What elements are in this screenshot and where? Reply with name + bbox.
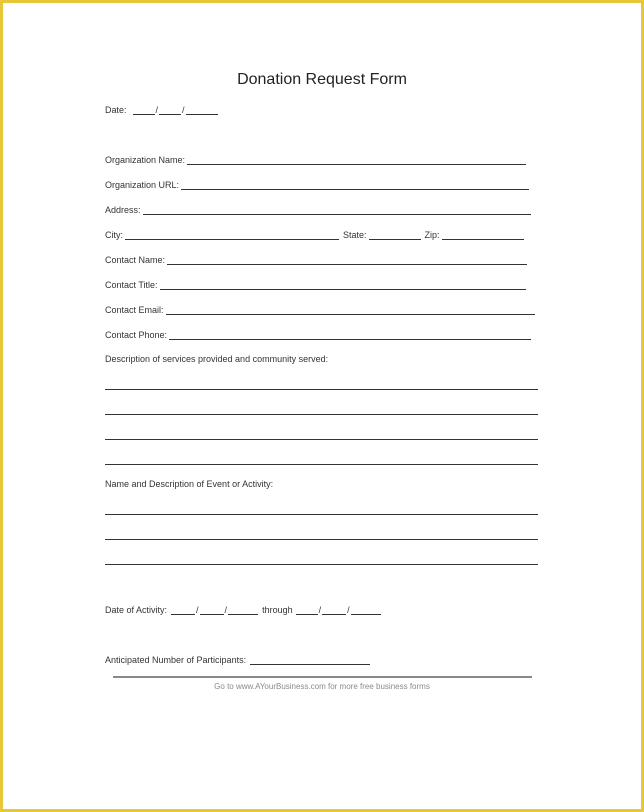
through-label: through [262,605,293,615]
contact-phone-row [105,329,531,340]
address-field[interactable] [143,204,531,215]
activity-separator: / [318,605,322,615]
description-line-4[interactable] [105,464,538,465]
contact-email-row [105,304,535,315]
date-month-field[interactable] [133,104,155,115]
contact-title-field[interactable] [160,279,526,290]
activity-start-year-field[interactable] [228,604,258,615]
city-state-zip-row [105,229,524,240]
date-day-field[interactable] [159,104,181,115]
contact-title-label: Contact Title: [105,280,158,290]
description-line-2[interactable] [105,414,538,415]
org-name-label: Organization Name: [105,155,186,165]
city-field[interactable] [125,229,339,240]
activity-start-month-field[interactable] [171,604,195,615]
activity-separator: / [347,605,350,615]
event-label: Name and Description of Event or Activity: [105,479,274,489]
date-year-field[interactable] [186,104,218,115]
contact-phone-label: Contact Phone: [105,330,168,340]
org-name-field[interactable] [187,154,526,165]
description-label: Description of services provided and community served: [105,354,329,364]
state-field[interactable] [369,229,421,240]
date-separator: / [155,105,159,115]
contact-name-label: Contact Name: [105,255,166,265]
org-url-label: Organization URL: [105,180,180,190]
contact-name-field[interactable] [167,254,527,265]
contact-name-row [105,254,527,265]
date-row [105,104,218,115]
address-label: Address: [105,205,141,215]
activity-start-day-field[interactable] [200,604,224,615]
description-line-3[interactable] [105,439,538,440]
footer-rule [113,676,532,678]
footer-text: Go to www.AYourBusiness.com for more free business forms [214,682,430,691]
contact-phone-field[interactable] [169,329,531,340]
event-row [105,479,273,489]
org-name-row [105,154,526,165]
event-line-2[interactable] [105,539,538,540]
participants-label: Anticipated Number of Participants: [105,655,247,665]
address-row [105,204,531,215]
form-title: Donation Request Form [237,71,407,88]
date-separator: / [182,105,185,115]
org-url-field[interactable] [181,179,529,190]
activity-date-row [105,604,381,615]
activity-separator: / [224,605,228,615]
contact-title-row [105,279,526,290]
zip-label: Zip: [424,230,440,240]
participants-field[interactable] [250,654,370,665]
zip-field[interactable] [442,229,524,240]
org-url-row [105,179,529,190]
contact-email-field[interactable] [166,304,535,315]
date-label: Date: [105,105,127,115]
state-label: State: [343,230,367,240]
event-line-3[interactable] [105,564,538,565]
activity-separator: / [196,605,199,615]
description-row [105,354,328,364]
activity-end-month-field[interactable] [296,604,318,615]
event-line-1[interactable] [105,514,538,515]
description-line-1[interactable] [105,389,538,390]
activity-end-day-field[interactable] [322,604,346,615]
participants-row [105,654,370,665]
contact-email-label: Contact Email: [105,305,164,315]
city-label: City: [105,230,123,240]
activity-end-year-field[interactable] [351,604,381,615]
activity-date-label: Date of Activity: [105,605,168,615]
